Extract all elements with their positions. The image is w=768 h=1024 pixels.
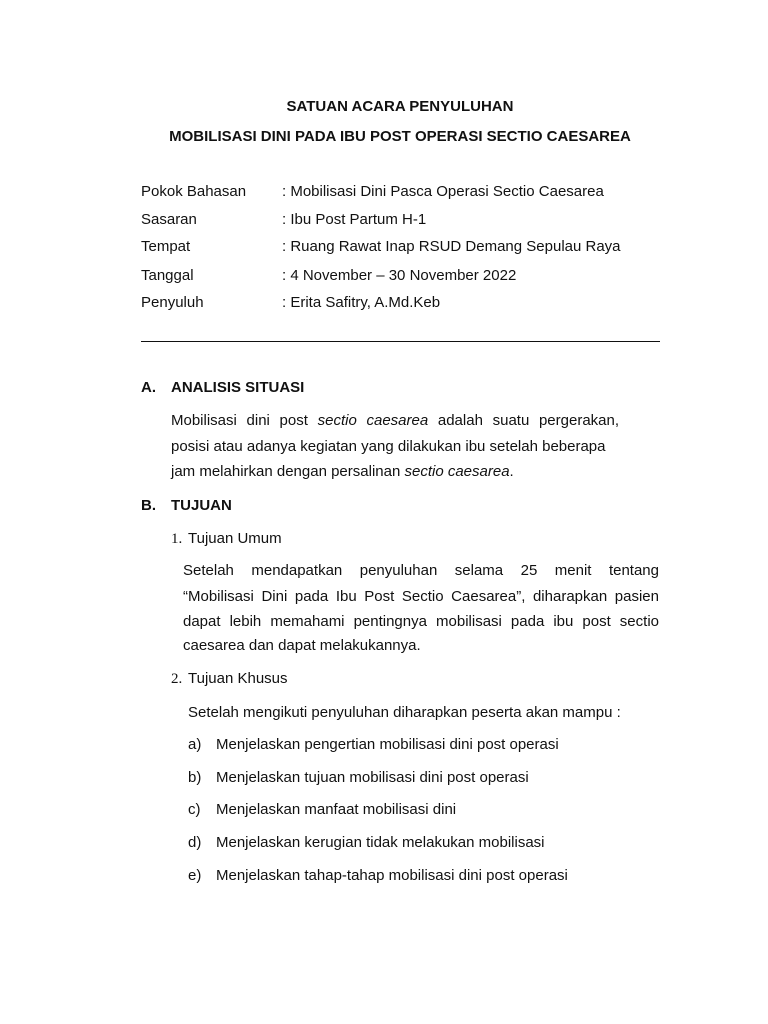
meta-label-tempat: Tempat bbox=[141, 238, 191, 255]
tujuan-khusus-title: Tujuan Khusus bbox=[188, 670, 288, 687]
tujuan-umum-line-3: dapat lebih memahami pentingnya mobilisasi pada ibu post sectio bbox=[183, 613, 659, 630]
horizontal-divider bbox=[141, 341, 660, 342]
section-a-paragraph-line-1: Mobilisasi dini post sectio caesarea adalah suatu pergerakan, bbox=[171, 412, 619, 429]
list-item-marker-e: e) bbox=[188, 867, 202, 884]
list-item-d: Menjelaskan kerugian tidak melakukan mobilisasi bbox=[216, 834, 545, 851]
tujuan-umum-line-2: “Mobilisasi Dini pada Ibu Post Sectio Caesarea”, diharapkan pasien bbox=[183, 588, 659, 605]
tujuan-umum-line-4: caesarea dan dapat melakukannya. bbox=[183, 637, 421, 654]
list-item-marker-d: d) bbox=[188, 834, 202, 851]
meta-label-pokok-bahasan: Pokok Bahasan bbox=[141, 183, 247, 200]
section-a-title: ANALISIS SITUASI bbox=[171, 379, 305, 396]
meta-value-tempat: : Ruang Rawat Inap RSUD Demang Sepulau Raya bbox=[282, 238, 621, 255]
section-a-paragraph-line-3: jam melahirkan dengan persalinan sectio caesarea. bbox=[171, 463, 514, 480]
list-item-marker-b: b) bbox=[188, 769, 202, 786]
document-subtitle: MOBILISASI DINI PADA IBU POST OPERASI SECTIO CAESAREA bbox=[169, 128, 631, 145]
list-item-marker-a: a) bbox=[188, 736, 202, 753]
list-item-e: Menjelaskan tahap-tahap mobilisasi dini post operasi bbox=[216, 867, 568, 884]
meta-label-sasaran: Sasaran bbox=[141, 211, 197, 228]
tujuan-khusus-number: 2. bbox=[171, 671, 183, 687]
meta-label-tanggal: Tanggal bbox=[141, 267, 194, 284]
tujuan-khusus-intro: Setelah mengikuti penyuluhan diharapkan peserta akan mampu : bbox=[188, 704, 621, 721]
tujuan-umum-line-1: Setelah mendapatkan penyuluhan selama 25 menit tentang bbox=[183, 562, 659, 579]
tujuan-umum-title: Tujuan Umum bbox=[188, 530, 282, 547]
section-a-letter: A. bbox=[141, 379, 156, 396]
tujuan-umum-number: 1. bbox=[171, 531, 183, 547]
list-item-b: Menjelaskan tujuan mobilisasi dini post operasi bbox=[216, 769, 529, 786]
section-b-letter: B. bbox=[141, 497, 156, 514]
meta-value-pokok-bahasan: : Mobilisasi Dini Pasca Operasi Sectio Caesarea bbox=[282, 183, 604, 200]
list-item-marker-c: c) bbox=[188, 801, 201, 818]
list-item-a: Menjelaskan pengertian mobilisasi dini post operasi bbox=[216, 736, 559, 753]
section-a-paragraph-line-2: posisi atau adanya kegiatan yang dilakukan ibu setelah beberapa bbox=[171, 438, 606, 455]
meta-value-penyuluh: : Erita Safitry, A.Md.Keb bbox=[282, 294, 441, 311]
meta-value-sasaran: : Ibu Post Partum H-1 bbox=[282, 211, 427, 228]
section-b-title: TUJUAN bbox=[171, 497, 232, 514]
meta-value-tanggal: : 4 November – 30 November 2022 bbox=[282, 267, 517, 284]
list-item-c: Menjelaskan manfaat mobilisasi dini bbox=[216, 801, 457, 818]
meta-label-penyuluh: Penyuluh bbox=[141, 294, 204, 311]
document-title: SATUAN ACARA PENYULUHAN bbox=[286, 98, 514, 115]
